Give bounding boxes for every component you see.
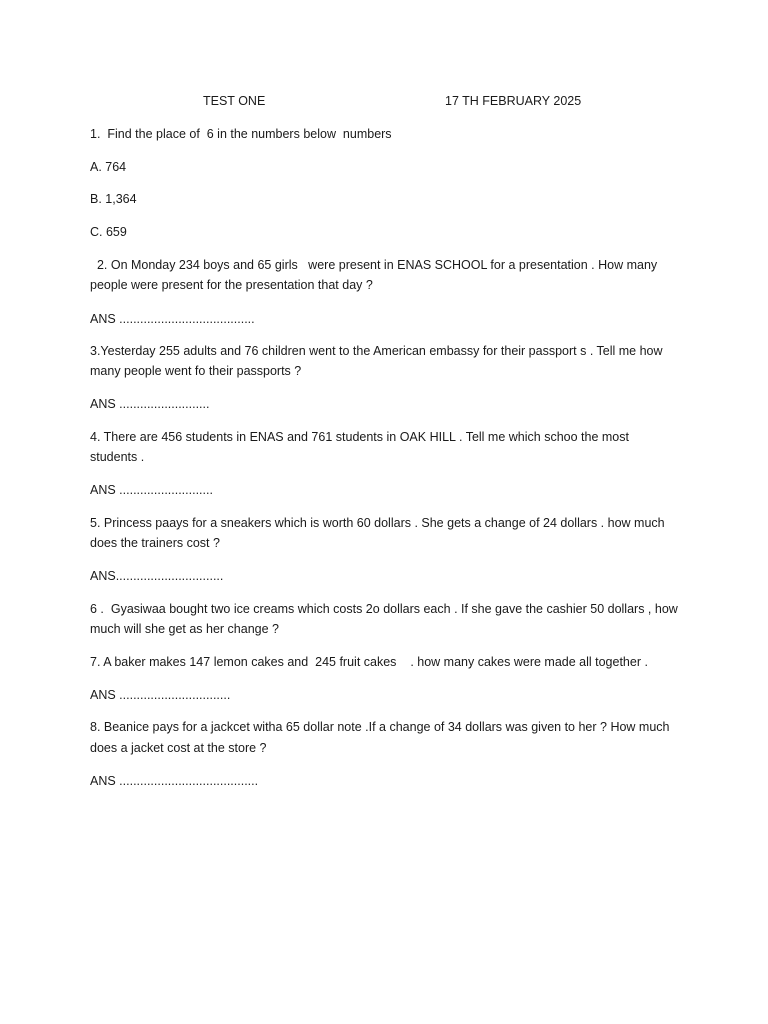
question-7-answer: ANS ................................ bbox=[90, 688, 231, 702]
question-8-line-2: does a jacket cost at the store ? bbox=[90, 741, 267, 755]
question-1-option-b: B. 1,364 bbox=[90, 192, 137, 206]
question-6-line-2: much will she get as her change ? bbox=[90, 622, 279, 636]
question-3-line-1: 3.Yesterday 255 adults and 76 children went to the American embassy for their passport s . Tell me how bbox=[90, 344, 663, 358]
question-5-answer: ANS............................... bbox=[90, 569, 224, 583]
question-1-text: 1. Find the place of 6 in the numbers below numbers bbox=[90, 127, 392, 141]
question-1-option-a: A. 764 bbox=[90, 160, 127, 174]
test-title: TEST ONE bbox=[203, 94, 266, 108]
question-3-line-2: many people went fo their passports ? bbox=[90, 364, 302, 378]
question-4-line-1: 4. There are 456 students in ENAS and 761 students in OAK HILL . Tell me which schoo the most bbox=[90, 430, 629, 444]
question-4-line-2: students . bbox=[90, 450, 145, 464]
question-1-option-c: C. 659 bbox=[90, 225, 127, 239]
question-8-line-1: 8. Beanice pays for a jackcet witha 65 dollar note .If a change of 34 dollars was given to her ? How much bbox=[90, 720, 670, 734]
question-6-line-1: 6 . Gyasiwaa bought two ice creams which costs 2o dollars each . If she gave the cashier 50 dollars , how bbox=[90, 602, 678, 616]
question-5-line-2: does the trainers cost ? bbox=[90, 536, 220, 550]
question-2-answer: ANS ....................................... bbox=[90, 312, 255, 326]
question-5-line-1: 5. Princess paays for a sneakers which is worth 60 dollars . She gets a change of 24 dollars . how much bbox=[90, 516, 665, 530]
question-8-answer: ANS ........................................ bbox=[90, 774, 259, 788]
question-3-answer: ANS .......................... bbox=[90, 397, 210, 411]
test-date: 17 TH FEBRUARY 2025 bbox=[445, 94, 582, 108]
question-2-line-1: 2. On Monday 234 boys and 65 girls were present in ENAS SCHOOL for a presentation . How many bbox=[90, 258, 658, 272]
question-2-line-2: people were present for the presentation that day ? bbox=[90, 278, 373, 292]
question-4-answer: ANS ........................... bbox=[90, 483, 213, 497]
question-7-line-1: 7. A baker makes 147 lemon cakes and 245 fruit cakes . how many cakes were made all together . bbox=[90, 655, 648, 669]
